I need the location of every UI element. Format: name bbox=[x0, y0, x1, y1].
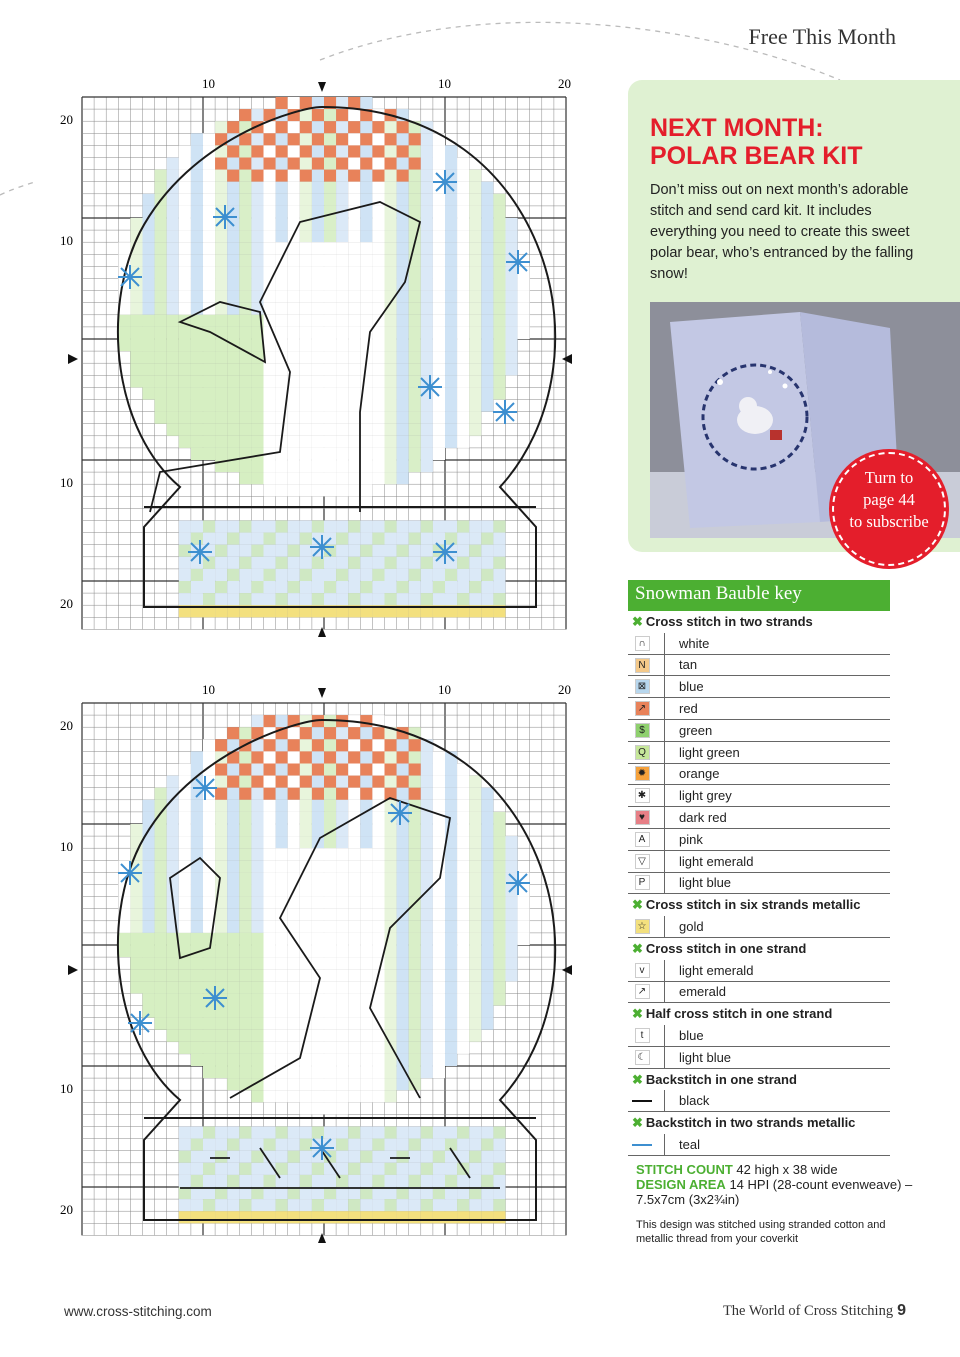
snowflake-icon bbox=[493, 400, 517, 424]
promo-title-line: POLAR BEAR KIT bbox=[650, 142, 863, 170]
snowflake-icon bbox=[193, 776, 217, 800]
key-section-heading bbox=[628, 938, 890, 960]
snowflake-icon bbox=[118, 861, 142, 885]
snowflake-icon bbox=[433, 540, 457, 564]
key-color-label: light grey bbox=[679, 788, 732, 804]
badge-line: Turn to bbox=[864, 468, 914, 487]
key-row bbox=[628, 982, 890, 1004]
stitch-symbol-icon: t bbox=[635, 1028, 650, 1043]
key-section-label: Backstitch in one strand bbox=[645, 1071, 797, 1087]
chart-snowman-bauble-bottom bbox=[60, 678, 590, 1253]
stitch-symbol-icon: ↗ bbox=[635, 701, 650, 716]
key-section-label: Cross stitch in six strands metallic bbox=[645, 897, 861, 913]
snowflake-icon bbox=[433, 170, 457, 194]
key-symbol bbox=[632, 720, 665, 741]
snowflake-icon bbox=[418, 375, 442, 399]
stitch-key bbox=[628, 580, 890, 1156]
key-color-label: white bbox=[679, 635, 710, 651]
stitches bbox=[118, 97, 529, 617]
key-row bbox=[628, 1091, 890, 1113]
key-symbol bbox=[632, 829, 665, 850]
key-color-label: green bbox=[679, 722, 713, 738]
key-section-label: Backstitch in two strands metallic bbox=[645, 1115, 856, 1131]
key-section-heading bbox=[628, 1069, 890, 1091]
key-row bbox=[628, 742, 890, 764]
key-row bbox=[628, 655, 890, 677]
key-color-label: light green bbox=[679, 744, 740, 760]
cross-icon: ✖ bbox=[632, 940, 643, 956]
key-symbol bbox=[632, 1090, 665, 1111]
key-row bbox=[628, 676, 890, 698]
snowflake-icon bbox=[506, 250, 530, 274]
key-row bbox=[628, 1134, 890, 1156]
key-section-label: Cross stitch in one strand bbox=[645, 940, 807, 956]
section-header: Free This Month bbox=[748, 24, 896, 49]
key-color-label: tan bbox=[679, 657, 698, 673]
promo-title-line: NEXT MONTH: bbox=[650, 114, 824, 142]
design-area-label: DESIGN AREA bbox=[636, 1177, 726, 1192]
stitch-symbol-icon: v bbox=[635, 963, 650, 978]
key-symbol bbox=[632, 851, 665, 872]
key-section-heading bbox=[628, 611, 890, 633]
snowflake-icon bbox=[128, 1011, 152, 1035]
key-color-label: light blue bbox=[679, 875, 732, 891]
key-color-label: light blue bbox=[679, 1049, 732, 1065]
cross-icon: ✖ bbox=[632, 1115, 643, 1131]
key-symbol bbox=[632, 960, 665, 981]
key-symbol bbox=[632, 633, 665, 654]
key-section-label: Cross stitch in two strands bbox=[645, 614, 813, 629]
key-color-label: pink bbox=[679, 831, 703, 847]
key-row bbox=[628, 698, 890, 720]
key-color-label: black bbox=[679, 1093, 710, 1109]
stitch-symbol-icon: ✱ bbox=[635, 788, 650, 803]
key-color-label: dark red bbox=[679, 810, 727, 826]
x-label: 20 bbox=[558, 76, 571, 91]
y-label: 20 bbox=[60, 1202, 73, 1217]
key-row bbox=[628, 720, 890, 742]
design-area-value: 14 HPI (28-count evenweave) – 7.5x7cm (3x2¾in) bbox=[636, 1177, 913, 1207]
subscribe-badge[interactable] bbox=[832, 452, 946, 566]
key-row bbox=[628, 764, 890, 786]
snowflake-icon bbox=[203, 986, 227, 1010]
key-symbol bbox=[632, 807, 665, 828]
footer-magazine bbox=[723, 1302, 906, 1320]
backstitch-line-icon bbox=[632, 1144, 652, 1146]
y-label: 10 bbox=[60, 1081, 73, 1096]
stitch-symbol-icon: ☆ bbox=[635, 919, 650, 934]
website-link[interactable]: www.cross-stitching.com bbox=[64, 1304, 212, 1319]
key-symbol bbox=[632, 1134, 665, 1155]
key-symbol bbox=[632, 785, 665, 806]
stitch-stats bbox=[636, 1162, 936, 1207]
key-section-heading bbox=[628, 894, 890, 916]
stitch-symbol-icon: ∩ bbox=[635, 636, 650, 651]
key-symbol bbox=[632, 698, 665, 719]
x-label: 10 bbox=[202, 76, 215, 91]
snowflake-icon bbox=[213, 205, 237, 229]
stitch-symbol-icon: ♥ bbox=[635, 810, 650, 825]
promo-body: Don’t miss out on next month’s adorable stitch and send card kit. It includes everything you need to create this sweet polar bear, who’s entranced by the falling snow! bbox=[650, 182, 914, 282]
key-row bbox=[628, 960, 890, 982]
key-symbol bbox=[632, 872, 665, 893]
key-section-heading bbox=[628, 1112, 890, 1134]
stitch-symbol-icon: ✹ bbox=[635, 766, 650, 781]
key-row bbox=[628, 785, 890, 807]
key-section-heading bbox=[628, 1003, 890, 1025]
key-row bbox=[628, 1047, 890, 1069]
key-symbol bbox=[632, 655, 665, 676]
stitch-symbol-icon: ▽ bbox=[635, 854, 650, 869]
key-symbol bbox=[632, 916, 665, 937]
key-symbol bbox=[632, 1025, 665, 1046]
key-symbol bbox=[632, 742, 665, 763]
key-symbol bbox=[632, 763, 665, 784]
y-label: 20 bbox=[60, 112, 73, 127]
stitch-count-value: 42 high x 38 wide bbox=[736, 1162, 838, 1177]
y-label: 20 bbox=[60, 718, 73, 733]
cross-icon: ✖ bbox=[632, 614, 643, 629]
stitch-symbol-icon: $ bbox=[635, 723, 650, 738]
key-color-label: teal bbox=[679, 1137, 700, 1153]
key-color-label: emerald bbox=[679, 984, 726, 1000]
key-color-label: light emerald bbox=[679, 853, 754, 869]
key-section-label: Half cross stitch in one strand bbox=[645, 1006, 833, 1022]
key-row bbox=[628, 829, 890, 851]
stitch-symbol-icon: ☾ bbox=[635, 1050, 650, 1065]
x-label: 10 bbox=[438, 682, 451, 697]
y-label: 10 bbox=[60, 233, 73, 248]
stitch-symbol-icon: P bbox=[635, 875, 650, 890]
materials-note: This design was stitched using stranded cotton and metallic thread from your coverkit bbox=[636, 1219, 886, 1245]
stitch-symbol-icon: ⊠ bbox=[635, 679, 650, 694]
magazine-name: The World of Cross Stitching bbox=[722, 1303, 894, 1319]
stitch-count-label: STITCH COUNT bbox=[636, 1162, 733, 1177]
key-color-label: light emerald bbox=[679, 962, 754, 978]
key-symbol bbox=[632, 1047, 665, 1068]
stitch-symbol-icon: A bbox=[635, 832, 650, 847]
snowflake-icon bbox=[310, 535, 334, 559]
cross-icon: ✖ bbox=[632, 897, 643, 913]
x-label: 10 bbox=[202, 682, 215, 697]
promo-title bbox=[650, 114, 863, 170]
key-color-label: blue bbox=[679, 1028, 704, 1044]
badge-line: to subscribe bbox=[849, 512, 929, 531]
snowflake-icon bbox=[118, 265, 142, 289]
stitch-symbol-icon: Q bbox=[635, 745, 650, 760]
snowflake-icon bbox=[188, 540, 212, 564]
y-label: 10 bbox=[60, 475, 73, 490]
badge-line: page 44 bbox=[863, 490, 915, 509]
cross-icon: ✖ bbox=[632, 1071, 643, 1087]
y-label: 20 bbox=[60, 596, 73, 611]
key-color-label: orange bbox=[679, 766, 720, 782]
stitch-symbol-icon: ↗ bbox=[635, 984, 650, 999]
key-color-label: red bbox=[679, 701, 698, 717]
cross-icon: ✖ bbox=[632, 1006, 643, 1022]
key-symbol bbox=[632, 981, 665, 1002]
chart-snowman-bauble-top bbox=[60, 72, 590, 647]
key-row bbox=[628, 807, 890, 829]
backstitch-line-icon bbox=[632, 1100, 652, 1102]
stitch-symbol-icon: N bbox=[635, 658, 650, 673]
x-label: 10 bbox=[438, 76, 451, 91]
key-title: Snowman Bauble key bbox=[628, 580, 890, 611]
snowflake-icon bbox=[506, 871, 530, 895]
key-row bbox=[628, 873, 890, 895]
x-label: 20 bbox=[558, 682, 571, 697]
key-row bbox=[628, 1025, 890, 1047]
key-color-label: gold bbox=[679, 919, 704, 935]
snowflake-icon bbox=[388, 801, 412, 825]
key-symbol bbox=[632, 676, 665, 697]
key-color-label: blue bbox=[679, 679, 704, 695]
page-number: 9 bbox=[897, 1302, 906, 1319]
snowflake-icon bbox=[310, 1136, 334, 1160]
key-row bbox=[628, 633, 890, 655]
key-row bbox=[628, 851, 890, 873]
key-row bbox=[628, 916, 890, 938]
y-label: 10 bbox=[60, 839, 73, 854]
